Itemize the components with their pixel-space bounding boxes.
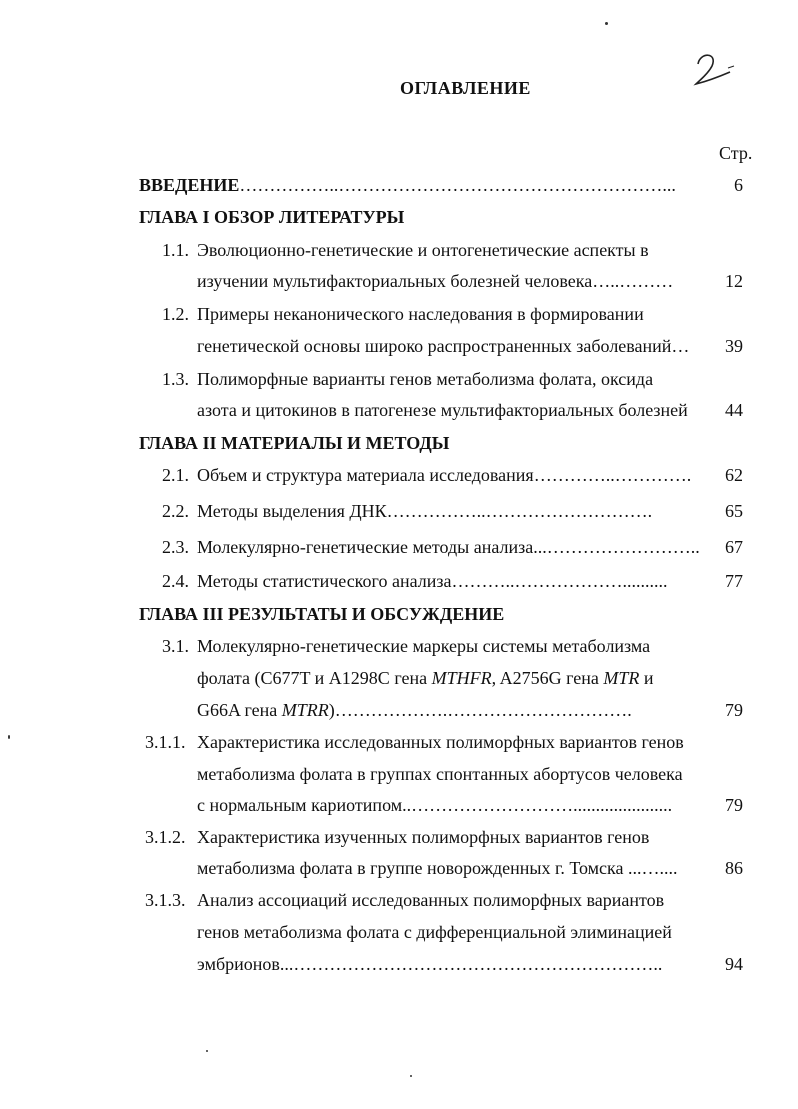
toc-page-number: 44 [725,400,743,420]
toc-page-number: 79 [725,795,743,815]
toc-entry-3-1-3-line2: генов метаболизма фолата с дифференциальной элиминацией [197,922,672,942]
page-column-label: Стр. [719,143,753,163]
toc-chapter-1[interactable]: ГЛАВА I ОБЗОР ЛИТЕРАТУРЫ [139,207,405,227]
scan-speck [605,22,608,25]
toc-entry-2-1[interactable]: Объем и структура материала исследования…………..…………. [197,465,692,485]
toc-page-number: 67 [725,537,743,557]
toc-entry-3-1-2-line2: метаболизма фолата в группе новорожденных г. Томска ...….... [197,858,678,878]
toc-leader: ...….... [623,858,678,878]
toc-entry-title: ВВЕДЕНИЕ [139,175,240,195]
toc-page-number: 86 [725,858,743,878]
toc-number: 3.1.2. [145,827,186,847]
toc-entry-2-3[interactable]: Молекулярно-генетические методы анализа...…………………….. [197,537,700,557]
toc-number: 2.2. [162,501,189,521]
toc-entry-3-1-line3: G66A гена MTRR)……………….…………………………. [197,700,632,720]
toc-entry-1-2-line2: генетической основы широко распространенных заболеваний… [197,336,690,356]
scan-speck [410,1075,412,1077]
toc-number: 1.1. [162,240,189,260]
toc-page-number: 65 [725,501,743,521]
toc-leader: …………..…………. [533,465,692,485]
toc-leader: ……………..………………………. [386,501,653,521]
handwritten-page-number [690,48,740,88]
toc-leader: ……………..………………………………………………... [239,175,676,195]
toc-entry-1-3-line2: азота и цитокинов в патогенезе мультифакториальных болезней [197,400,688,420]
toc-page-number: 6 [734,175,743,195]
toc-page-number: 12 [725,271,743,291]
toc-leader: ...…………………………………………………….. [279,954,663,974]
toc-entry-1-2[interactable]: Примеры неканонического наследования в формировании [197,304,644,324]
toc-leader: ……………….…………………………. [334,700,632,720]
scan-speck [206,1050,208,1052]
toc-number: 3.1. [162,636,189,656]
scan-speck [8,735,10,739]
toc-page-number: 77 [725,571,743,591]
toc-entry-3-1-1-line2: метаболизма фолата в группах спонтанных абортусов человека [197,764,683,784]
toc-entry-1-1[interactable]: Эволюционно-генетические и онтогенетические аспекты в [197,240,649,260]
toc-entry-3-1-line2: фолата (C677T и A1298C гена MTHFR, A2756G гена MTR и [197,668,654,688]
page-title: ОГЛАВЛЕНИЕ [400,78,531,98]
toc-page-number: 79 [725,700,743,720]
toc-leader: …..……… [592,271,674,291]
toc-number: 1.2. [162,304,189,324]
toc-number: 1.3. [162,369,189,389]
toc-page-number: 39 [725,336,743,356]
toc-leader: ..………………………...................... [402,795,673,815]
toc-page-number: 94 [725,954,743,974]
toc-chapter-3[interactable]: ГЛАВА III РЕЗУЛЬТАТЫ И ОБСУЖДЕНИЕ [139,604,505,624]
toc-entry-3-1-2[interactable]: Характеристика изученных полиморфных вариантов генов [197,827,650,847]
toc-number: 3.1.1. [145,732,186,752]
toc-entry-3-1-3-line3: эмбрионов...…………………………………………………….. [197,954,663,974]
toc-number: 2.1. [162,465,189,485]
toc-page-number: 62 [725,465,743,485]
toc-number: 2.3. [162,537,189,557]
toc-number: 2.4. [162,571,189,591]
toc-number: 3.1.3. [145,890,186,910]
toc-entry-3-1-1-line3: с нормальным кариотипом..………………………...................... [197,795,673,815]
toc-leader: ………..……………….......... [451,571,668,591]
toc-entry-3-1-1[interactable]: Характеристика исследованных полиморфных вариантов генов [197,732,684,752]
toc-entry-3-1[interactable]: Молекулярно-генетические маркеры системы метаболизма [197,636,651,656]
toc-entry-2-2[interactable]: Методы выделения ДНК……………..………………………. [197,501,653,521]
toc-entry-introduction[interactable] [139,175,676,196]
toc-chapter-2[interactable]: ГЛАВА II МАТЕРИАЛЫ И МЕТОДЫ [139,433,450,453]
toc-entry-1-1-line2: изучении мультифакториальных болезней человека…..……… [197,271,674,291]
toc-entry-3-1-3[interactable]: Анализ ассоциаций исследованных полиморфных вариантов [197,890,665,910]
toc-entry-2-4[interactable]: Методы статистического анализа………..……………….......... [197,571,668,591]
toc-leader: ...…………………….. [533,537,700,557]
toc-entry-1-3[interactable]: Полиморфные варианты генов метаболизма фолата, оксида [197,369,654,389]
